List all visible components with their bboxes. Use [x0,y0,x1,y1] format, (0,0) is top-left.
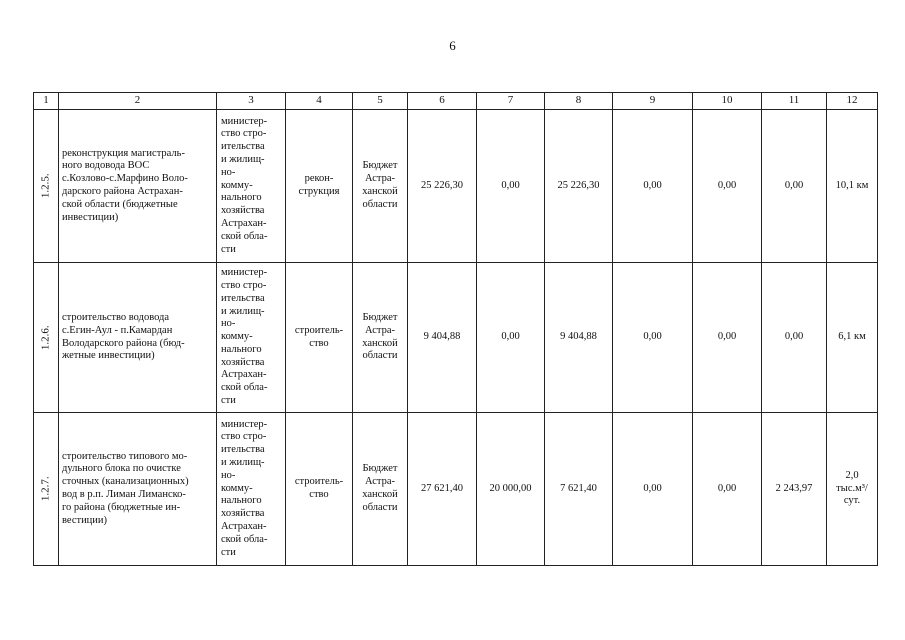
cell-line: области [362,350,398,362]
value-cell-c6: 25 226,30 [408,110,477,263]
cell-line: ительства [221,141,265,153]
funding-source-cell [353,413,408,566]
capacity-cell [827,413,878,566]
work-type-cell [286,110,353,263]
cell-line: ской обла- [221,230,268,242]
header-cell: 8 [545,93,613,110]
cell-line: области [362,501,398,513]
capacity-cell [827,110,878,263]
work-type-cell [286,413,353,566]
cell-line: ительства [221,292,265,304]
cell-line: сут. [843,495,861,507]
cell-line: но- [221,166,236,178]
value-cell-c11: 2 243,97 [762,413,827,566]
value-cell-c6: 9 404,88 [408,263,477,413]
header-cell: 1 [34,93,59,110]
cell-line: нального [221,495,262,507]
value-cell-c6: 27 621,40 [408,413,477,566]
header-cell: 4 [286,93,353,110]
value-cell-c7: 0,00 [477,110,545,263]
work-type-cell [286,263,353,413]
value-cell-c8: 25 226,30 [545,110,613,263]
cell-line: ство стро- [221,128,267,140]
cell-line: Астрахан- [221,520,267,532]
cell-line: сти [221,243,236,255]
cell-line: ской обла- [221,382,268,394]
cell-line: министер- [221,115,268,127]
value-cell-c11: 0,00 [762,110,827,263]
header-cell: 2 [59,93,217,110]
cell-line: Астра- [364,324,396,336]
cell-line: инвестиции) [62,211,119,223]
value-cell-c10: 0,00 [693,413,762,566]
project-name-cell [59,413,217,566]
table-row [34,263,878,413]
value-cell-c10: 0,00 [693,263,762,413]
cell-line: строительство водовода [62,311,170,323]
row-number-cell [34,263,59,413]
cell-line: Астра- [364,476,396,488]
cell-line: нального [221,343,262,355]
cell-line: 2,0 [845,469,859,481]
header-cell: 5 [353,93,408,110]
cell-line: строительство типового мо- [62,450,188,462]
cell-line: строитель- [294,476,344,488]
cell-line: дарского района Астрахан- [62,186,183,197]
row-number: 1.2.5. [39,173,52,199]
cell-line: струкция [298,186,340,197]
cell-line: ской области (бюджетные [62,198,178,210]
value-cell-c7: 20 000,00 [477,413,545,566]
table-row [34,110,878,263]
cell-line: и жилищ- [221,457,265,468]
row-number: 1.2.7. [39,476,52,502]
value-cell-c9: 0,00 [613,263,693,413]
cell-line: и жилищ- [221,154,265,165]
value-cell-c9: 0,00 [613,413,693,566]
cell-line: хозяйства [221,356,265,368]
cell-line: вестиции) [62,514,108,526]
value-cell-c11: 0,00 [762,263,827,413]
cell-line: ного водовода ВОС [62,160,150,172]
value-cell-c8: 9 404,88 [545,263,613,413]
table-header-row [34,93,878,110]
cell-line: 6,1 км [838,331,866,343]
header-cell: 7 [477,93,545,110]
project-name-cell [59,263,217,413]
cell-line: Бюджет [362,463,398,475]
cell-line: вод в р.п. Лиман Лиманско- [62,489,186,500]
table-row [34,413,878,566]
cell-line: тыс.м³/ [836,482,868,494]
executor-cell [217,263,286,413]
cell-line: хозяйства [221,508,265,520]
cell-line: строитель- [294,324,344,336]
header-cell: 12 [827,93,878,110]
cell-line: с.Егин-Аул - п.Камардан [62,324,173,336]
cell-line: го района (бюджетные ин- [62,501,181,513]
cell-line: с.Козлово-с.Марфино Воло- [62,173,188,185]
funding-source-cell [353,110,408,263]
cell-line: Володарского района (бюд- [62,337,185,349]
cell-line: комму- [221,331,253,343]
header-cell: 3 [217,93,286,110]
cell-line: министер- [221,267,268,279]
cell-line: Бюджет [362,311,398,323]
header-cell: 9 [613,93,693,110]
cell-line: сти [221,395,236,407]
cell-line: 10,1 км [835,179,869,191]
cell-line: ство стро- [221,431,267,443]
cell-line: но- [221,469,236,481]
cell-line: Бюджет [362,160,398,172]
cell-line: ство [309,337,329,349]
cell-line: жетные инвестиции) [62,350,155,362]
executor-cell [217,110,286,263]
cell-line: комму- [221,179,253,191]
cell-line: ство стро- [221,279,267,291]
cell-line: Астрахан- [221,369,267,381]
executor-cell [217,413,286,566]
header-cell: 11 [762,93,827,110]
cell-line: министер- [221,418,268,430]
cell-line: сточных (канализационных) [62,476,189,488]
cell-line: и жилищ- [221,305,265,317]
cell-line: рекон- [304,173,334,185]
value-cell-c7: 0,00 [477,263,545,413]
value-cell-c8: 7 621,40 [545,413,613,566]
cell-line: ство [309,489,329,500]
cell-line: нального [221,192,262,204]
cell-line: области [362,198,398,210]
cell-line: ской обла- [221,533,268,545]
cell-line: реконструкция магистраль- [62,147,185,159]
header-cell: 10 [693,93,762,110]
cell-line: комму- [221,482,253,494]
value-cell-c10: 0,00 [693,110,762,263]
cell-line: Астра- [364,173,396,185]
row-number-cell [34,413,59,566]
page-number: 6 [449,38,456,53]
cell-line: дульного блока по очистке [62,463,181,475]
header-cell: 6 [408,93,477,110]
cell-line: ханской [362,337,398,349]
project-name-cell [59,110,217,263]
capacity-cell [827,263,878,413]
cell-line: ительства [221,444,265,456]
row-number-cell [34,110,59,263]
document-table [33,92,878,566]
cell-line: Астрахан- [221,217,267,229]
funding-source-cell [353,263,408,413]
value-cell-c9: 0,00 [613,110,693,263]
row-number: 1.2.6. [39,324,52,350]
cell-line: ханской [362,186,398,197]
cell-line: но- [221,318,236,330]
cell-line: ханской [362,489,398,500]
cell-line: сти [221,546,236,558]
cell-line: хозяйства [221,205,265,217]
